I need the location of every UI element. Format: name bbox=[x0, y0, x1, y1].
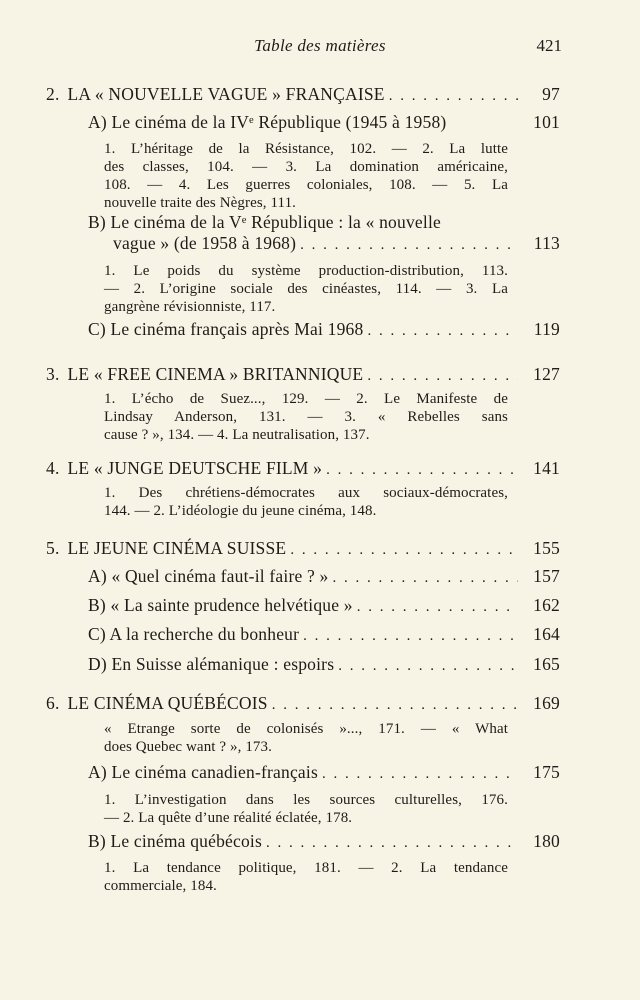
chapter-page: 169 bbox=[533, 693, 560, 713]
toc-chapter-5 bbox=[0, 538, 640, 559]
section-page: 165 bbox=[533, 654, 560, 674]
subtopic-line: nouvelle traite des Nègres, 111. bbox=[104, 195, 297, 211]
section-page: 164 bbox=[533, 624, 560, 644]
toc-subtopics-3 bbox=[104, 390, 508, 444]
leader-dots bbox=[326, 462, 518, 479]
subtopic-line: cause ? », 134. — 4. La neutralisation, 137. bbox=[104, 427, 370, 443]
leader-dots bbox=[290, 542, 518, 559]
chapter-number: 3. bbox=[46, 364, 60, 384]
toc-chapter-3 bbox=[0, 364, 640, 385]
chapter-title: LE « FREE CINEMA » BRITANNIQUE bbox=[67, 364, 364, 384]
toc-section-5c bbox=[0, 624, 640, 645]
toc-subtopics-6a bbox=[104, 791, 508, 827]
section-title: A) Le cinéma de la IVᵉ République (1945 à 1958) bbox=[88, 112, 447, 132]
toc-section-5d bbox=[0, 654, 640, 675]
chapter-page: 141 bbox=[533, 458, 560, 478]
section-title-continued: vague » (de 1958 à 1968) bbox=[113, 233, 297, 253]
toc-section-6b bbox=[0, 831, 640, 852]
leader-dots bbox=[272, 697, 518, 714]
subtopic-line: 1. L’héritage de la Résistance, 102. — 2. La lutte bbox=[104, 141, 508, 157]
section-title: B) « La sainte prudence helvétique » bbox=[88, 595, 353, 615]
chapter-page: 155 bbox=[533, 538, 560, 558]
toc-chapter-2 bbox=[0, 84, 640, 105]
section-page: 157 bbox=[533, 566, 560, 586]
leader-dots bbox=[300, 237, 518, 254]
subtopic-line: — 2. La quête d’une réalité éclatée, 178. bbox=[104, 810, 353, 826]
toc-chapter-4 bbox=[0, 458, 640, 479]
section-page: 180 bbox=[533, 831, 560, 851]
chapter-title: LE « JUNGE DEUTSCHE FILM » bbox=[67, 458, 323, 478]
toc-section-2c bbox=[0, 319, 640, 340]
chapter-title: LA « NOUVELLE VAGUE » FRANÇAISE bbox=[67, 84, 385, 104]
subtopic-line: des classes, 104. — 3. La domination américaine, bbox=[104, 159, 508, 175]
section-title: C) Le cinéma français après Mai 1968 bbox=[88, 319, 364, 339]
leader-dots bbox=[266, 835, 518, 852]
leader-dots bbox=[389, 88, 518, 105]
subtopic-line: Lindsay Anderson, 131. — 3. « Rebelles sans bbox=[104, 409, 508, 425]
subtopic-line: commerciale, 184. bbox=[104, 878, 217, 894]
chapter-page: 97 bbox=[542, 84, 560, 104]
running-header bbox=[0, 36, 640, 58]
section-title: C) A la recherche du bonheur bbox=[88, 624, 300, 644]
section-title: D) En Suisse alémanique : espoirs bbox=[88, 654, 335, 674]
subtopic-line: 1. Le poids du système production-distribution, 113. bbox=[104, 263, 508, 279]
chapter-page: 127 bbox=[533, 364, 560, 384]
leader-dots bbox=[357, 599, 518, 616]
toc-section-2b bbox=[0, 212, 640, 254]
section-title: A) « Quel cinéma faut-il faire ? » bbox=[88, 566, 329, 586]
subtopic-line: — 2. L’origine sociale des cinéastes, 114. — 3. La bbox=[104, 281, 508, 297]
leader-dots bbox=[338, 658, 518, 675]
section-title: B) Le cinéma de la Vᵉ République : la « nouvelle bbox=[88, 212, 441, 232]
subtopic-line: 1. Des chrétiens-démocrates aux sociaux-démocrates, bbox=[104, 485, 508, 501]
toc-section-5a bbox=[0, 566, 640, 587]
toc-subtopics-6 bbox=[104, 720, 508, 756]
leader-dots bbox=[367, 323, 518, 340]
leader-dots bbox=[303, 628, 518, 645]
chapter-number: 2. bbox=[46, 84, 60, 104]
running-title: Table des matières bbox=[254, 36, 386, 55]
subtopic-line: gangrène révisionniste, 117. bbox=[104, 299, 276, 315]
toc-subtopics-2a bbox=[104, 140, 508, 212]
subtopic-line: « Etrange sorte de colonisés »..., 171. — « What bbox=[104, 721, 508, 737]
section-title: A) Le cinéma canadien-français bbox=[88, 762, 318, 782]
subtopic-line: 144. — 2. L’idéologie du jeune cinéma, 148. bbox=[104, 503, 377, 519]
toc-subtopics-2b bbox=[104, 262, 508, 316]
toc-section-6a bbox=[0, 762, 640, 783]
toc-subtopics-6b bbox=[104, 859, 508, 895]
subtopic-line: 1. L’écho de Suez..., 129. — 2. Le Manifeste de bbox=[104, 391, 508, 407]
subtopic-line: 1. L’investigation dans les sources culturelles, 176. bbox=[104, 792, 508, 808]
leader-dots bbox=[322, 766, 518, 783]
chapter-title: LE CINÉMA QUÉBÉCOIS bbox=[67, 693, 268, 713]
toc-section-2a bbox=[0, 112, 640, 133]
section-page: 101 bbox=[533, 112, 560, 132]
section-page: 113 bbox=[533, 233, 560, 253]
subtopic-line: does Quebec want ? », 173. bbox=[104, 739, 272, 755]
subtopic-line: 108. — 4. Les guerres coloniales, 108. — 5. La bbox=[104, 177, 508, 193]
subtopic-line: 1. La tendance politique, 181. — 2. La tendance bbox=[104, 860, 508, 876]
chapter-number: 5. bbox=[46, 538, 60, 558]
toc-section-5b bbox=[0, 595, 640, 616]
toc-chapter-6 bbox=[0, 693, 640, 714]
section-title: B) Le cinéma québécois bbox=[88, 831, 262, 851]
section-page: 175 bbox=[533, 762, 560, 782]
section-page: 119 bbox=[533, 319, 560, 339]
section-page: 162 bbox=[533, 595, 560, 615]
chapter-number: 6. bbox=[46, 693, 60, 713]
page-number: 421 bbox=[536, 36, 562, 55]
leader-dots bbox=[333, 570, 518, 587]
chapter-title: LE JEUNE CINÉMA SUISSE bbox=[67, 538, 287, 558]
leader-dots bbox=[367, 368, 518, 385]
chapter-number: 4. bbox=[46, 458, 60, 478]
toc-subtopics-4 bbox=[104, 484, 508, 520]
